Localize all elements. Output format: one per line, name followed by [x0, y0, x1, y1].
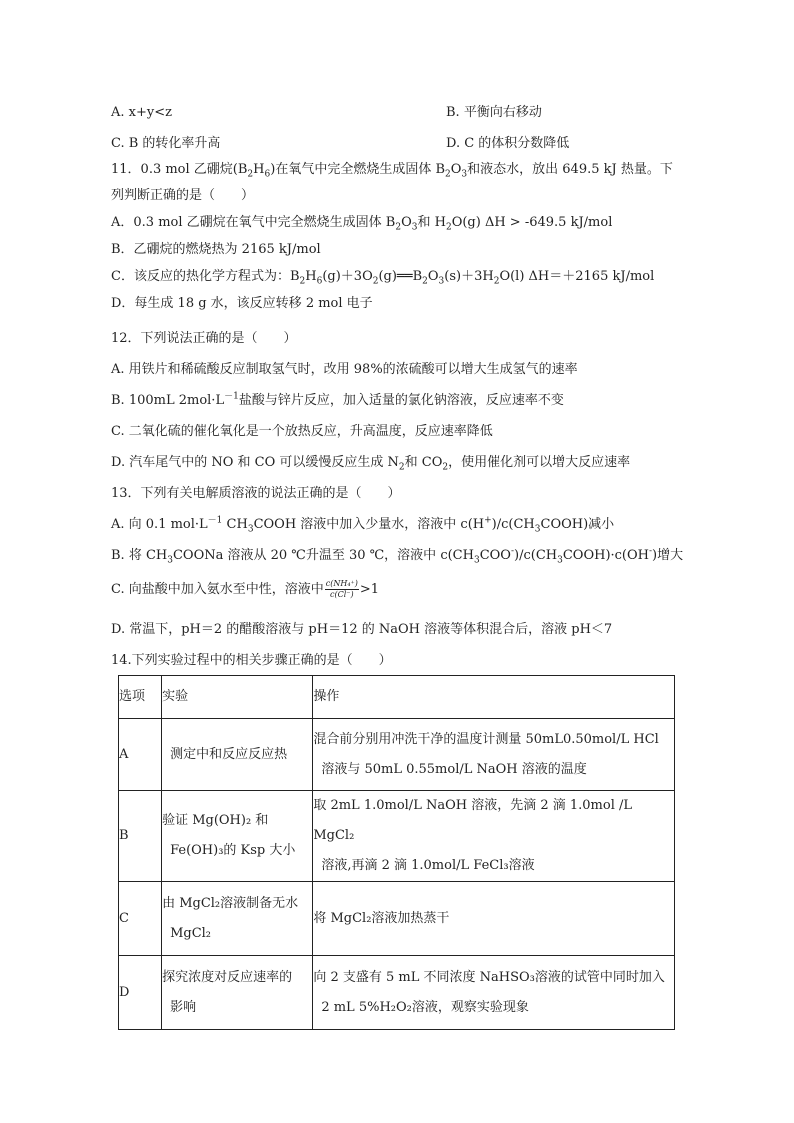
- row-operation: 将 MgCl₂溶液加热蒸干: [313, 882, 675, 956]
- q13-option-d: D. 常温下，pH＝2 的醋酸溶液与 pH＝12 的 NaOH 溶液等体积混合后，溶液 pH＜7: [111, 622, 613, 637]
- ratio-fraction: $\frac{\text{c(NH₄⁺)}}{c(Cl^-)}$: [325, 579, 358, 599]
- q12-option-c: C. 二氧化硫的催化氧化是一个放热反应，升高温度，反应速率降低: [111, 424, 493, 439]
- header-option: 选项: [119, 676, 162, 719]
- q14-stem: 14.下列实验过程中的相关步骤正确的是（ ）: [111, 653, 392, 668]
- q10-option-c: C. B 的转化率升高: [111, 136, 221, 151]
- q12-option-d: D. 汽车尾气中的 NO 和 CO 可以缓慢反应生成 $N_2$和 $CO_2$，使用催化剂可以增大反应速率: [111, 455, 631, 473]
- table-row: [119, 719, 675, 791]
- row-experiment: 由 MgCl₂溶液制备无水 MgCl₂: [162, 882, 313, 956]
- header-operation: 操作: [313, 676, 675, 719]
- table-row: [119, 956, 675, 1030]
- row-option: B: [119, 791, 162, 882]
- experiment-table: [118, 675, 675, 1030]
- row-operation: 向 2 支盛有 5 mL 不同浓度 NaHSO₃溶液的试管中同时加入 2 mL 5%H₂O₂溶液，观察实验现象: [313, 956, 675, 1030]
- q11-option-a: A．0.3 mol 乙硼烷在氧气中完全燃烧生成固体 $B_2O_3$和 $H_2O(g) \Delta H > -649.5$ kJ/mol: [111, 215, 613, 233]
- row-experiment: 测定中和反应反应热: [162, 719, 313, 791]
- q13-option-b: B. 将 $CH_3COONa$ 溶液从 20 ℃升温至 30 ℃，溶液中 $c(CH_3COO^-)/c(CH_3COOH)\cdot c(OH^-)$增大: [111, 546, 684, 566]
- header-experiment: 实验: [162, 676, 313, 719]
- row-experiment: 验证 Mg(OH)₂ 和 Fe(OH)₃的 Ksp 大小: [162, 791, 313, 882]
- q11-option-c: C．该反应的热化学方程式为：$B_2H_6(g)+3O_2(g)══B_2O_3(s)+3H_2O(l)$ ΔH＝＋2165 kJ/mol: [111, 269, 655, 287]
- table-header-row: [119, 676, 675, 719]
- q10-option-d: D. C 的体积分数降低: [446, 136, 570, 151]
- row-operation: 混合前分别用冲洗干净的温度计测量 50mL0.50mol/L HCl 溶液与 50mL 0.55mol/L NaOH 溶液的温度: [313, 719, 675, 791]
- q10-option-a: A. x+y<z: [111, 105, 172, 120]
- row-experiment: 探究浓度对反应速率的 影响: [162, 956, 313, 1030]
- row-option: C: [119, 882, 162, 956]
- table-row: [119, 791, 675, 882]
- row-option: A: [119, 719, 162, 791]
- q13-stem: 13．下列有关电解质溶液的说法正确的是（ ）: [111, 486, 401, 501]
- q13-option-a: A. 向 0.1 $mol\cdot L^{-1}$ $CH_3COOH$ 溶液中加入少量水，溶液中 $c(H^+)/c(CH_3COOH)$减小: [111, 515, 615, 535]
- q12-option-b: B. 100mL $2mol\cdot L^{-1}$盐酸与锌片反应，加入适量的氯化钠溶液，反应速率不变: [111, 391, 564, 408]
- q11-stem-line2: 列判断正确的是（ ）: [111, 188, 255, 203]
- q11-option-b: B．乙硼烷的燃烧热为 2165 kJ/mol: [111, 242, 321, 257]
- q12-stem: 12．下列说法正确的是（ ）: [111, 331, 297, 346]
- q13-option-c: C. 向盐酸中加入氨水至中性，溶液中 $\frac{\text{c(NH₄⁺)}}{c(Cl^-)}$ >1: [111, 579, 380, 599]
- q11-stem-line1: 11．0.3 mol 乙硼烷$(B_2H_6)$在氧气中完全燃烧生成固体 $B_2O_3$和液态水，放出 649.5 kJ 热量。下: [111, 162, 673, 180]
- q11-option-d: D．每生成 18 g 水，该反应转移 2 mol 电子: [111, 296, 373, 311]
- row-operation: 取 2mL 1.0mol/L NaOH 溶液，先滴 2 滴 1.0mol /L MgCl₂ 溶液,再滴 2 滴 1.0mol/L FeCl₃溶液: [313, 791, 675, 882]
- table-row: [119, 882, 675, 956]
- row-option: D: [119, 956, 162, 1030]
- q10-option-b: B. 平衡向右移动: [446, 105, 542, 120]
- q12-option-a: A. 用铁片和稀硫酸反应制取氢气时，改用 98%的浓硫酸可以增大生成氢气的速率: [111, 362, 578, 377]
